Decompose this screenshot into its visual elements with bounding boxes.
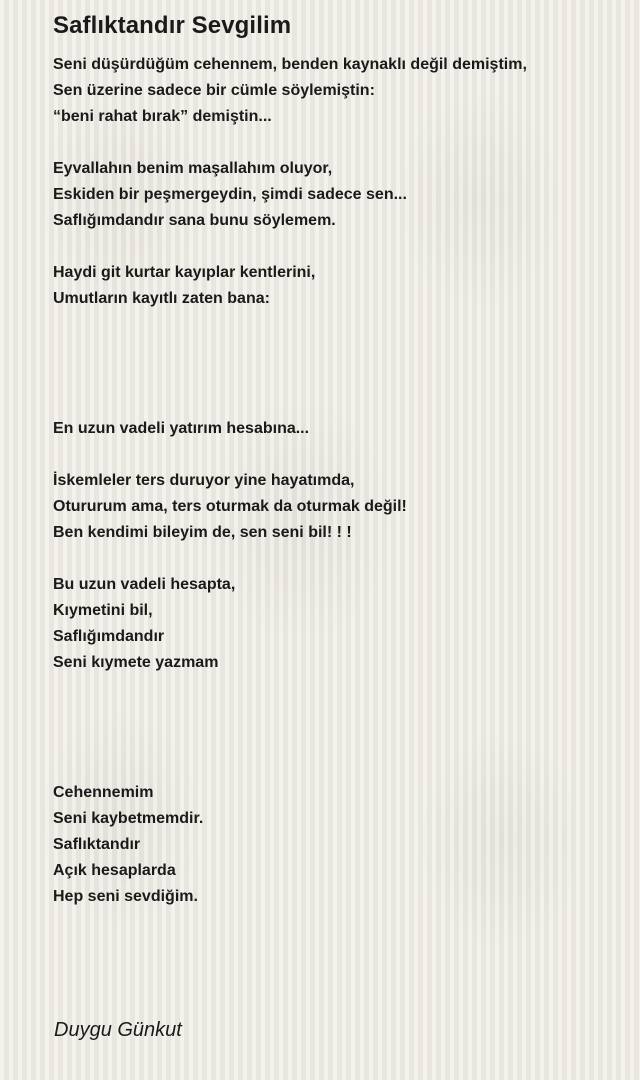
poem-line: Saflığımdandır sana bunu söylemem. [53, 212, 336, 229]
poem-line: En uzun vadeli yatırım hesabına... [53, 420, 310, 437]
stanza-gap [53, 676, 623, 702]
poem-body [53, 52, 623, 910]
poem-line: İskemleler ters duruyor yine hayatımda, [53, 472, 355, 489]
stanza-gap [53, 754, 623, 780]
poem-line: Açık hesaplarda [53, 862, 176, 879]
stanza-gap [53, 546, 623, 572]
poem-line: Haydi git kurtar kayıplar kentlerini, [53, 264, 316, 281]
poem-line: Eyvallahın benim maşallahım oluyor, [53, 160, 333, 177]
poem-line: “beni rahat bırak” demiştin... [53, 108, 272, 125]
stanza-gap [53, 338, 623, 364]
poem-line: Hep seni sevdiğim. [53, 888, 198, 905]
poem-line: Saflığımdandır [53, 628, 165, 645]
poem-line: Eskiden bir peşmergeydin, şimdi sadece sen... [53, 186, 407, 203]
poem-line: Ben kendimi bileyim de, sen seni bil! ! ! [53, 524, 352, 541]
poem-line: Seni düşürdüğüm cehennem, benden kaynaklı değil demiştim, [53, 56, 527, 73]
stanza-gap [53, 364, 623, 390]
stanza-gap [53, 130, 623, 156]
stanza-gap [53, 702, 623, 728]
poem-line: Sen üzerine sadece bir cümle söylemiştin: [53, 82, 375, 99]
poem-line: Saflıktandır [53, 836, 141, 853]
poem-line: Otururum ama, ters oturmak da oturmak değil! [53, 498, 407, 515]
poem-line: Cehennemim [53, 784, 154, 801]
poem-line: Umutların kayıtlı zaten bana: [53, 290, 270, 307]
stanza-gap [53, 442, 623, 468]
stanza-gap [53, 312, 623, 338]
poem-line: Seni kıymete yazmam [53, 654, 219, 671]
stanza-gap [53, 234, 623, 260]
poem-line: Bu uzun vadeli hesapta, [53, 576, 236, 593]
poem-title: Saflıktandır Sevgilim [53, 12, 292, 39]
poem-author: Duygu Günkut [54, 1019, 182, 1041]
stanza-gap [53, 390, 623, 416]
stanza-gap [53, 728, 623, 754]
poem-line: Seni kaybetmemdir. [53, 810, 204, 827]
poem-line: Kıymetini bil, [53, 602, 153, 619]
